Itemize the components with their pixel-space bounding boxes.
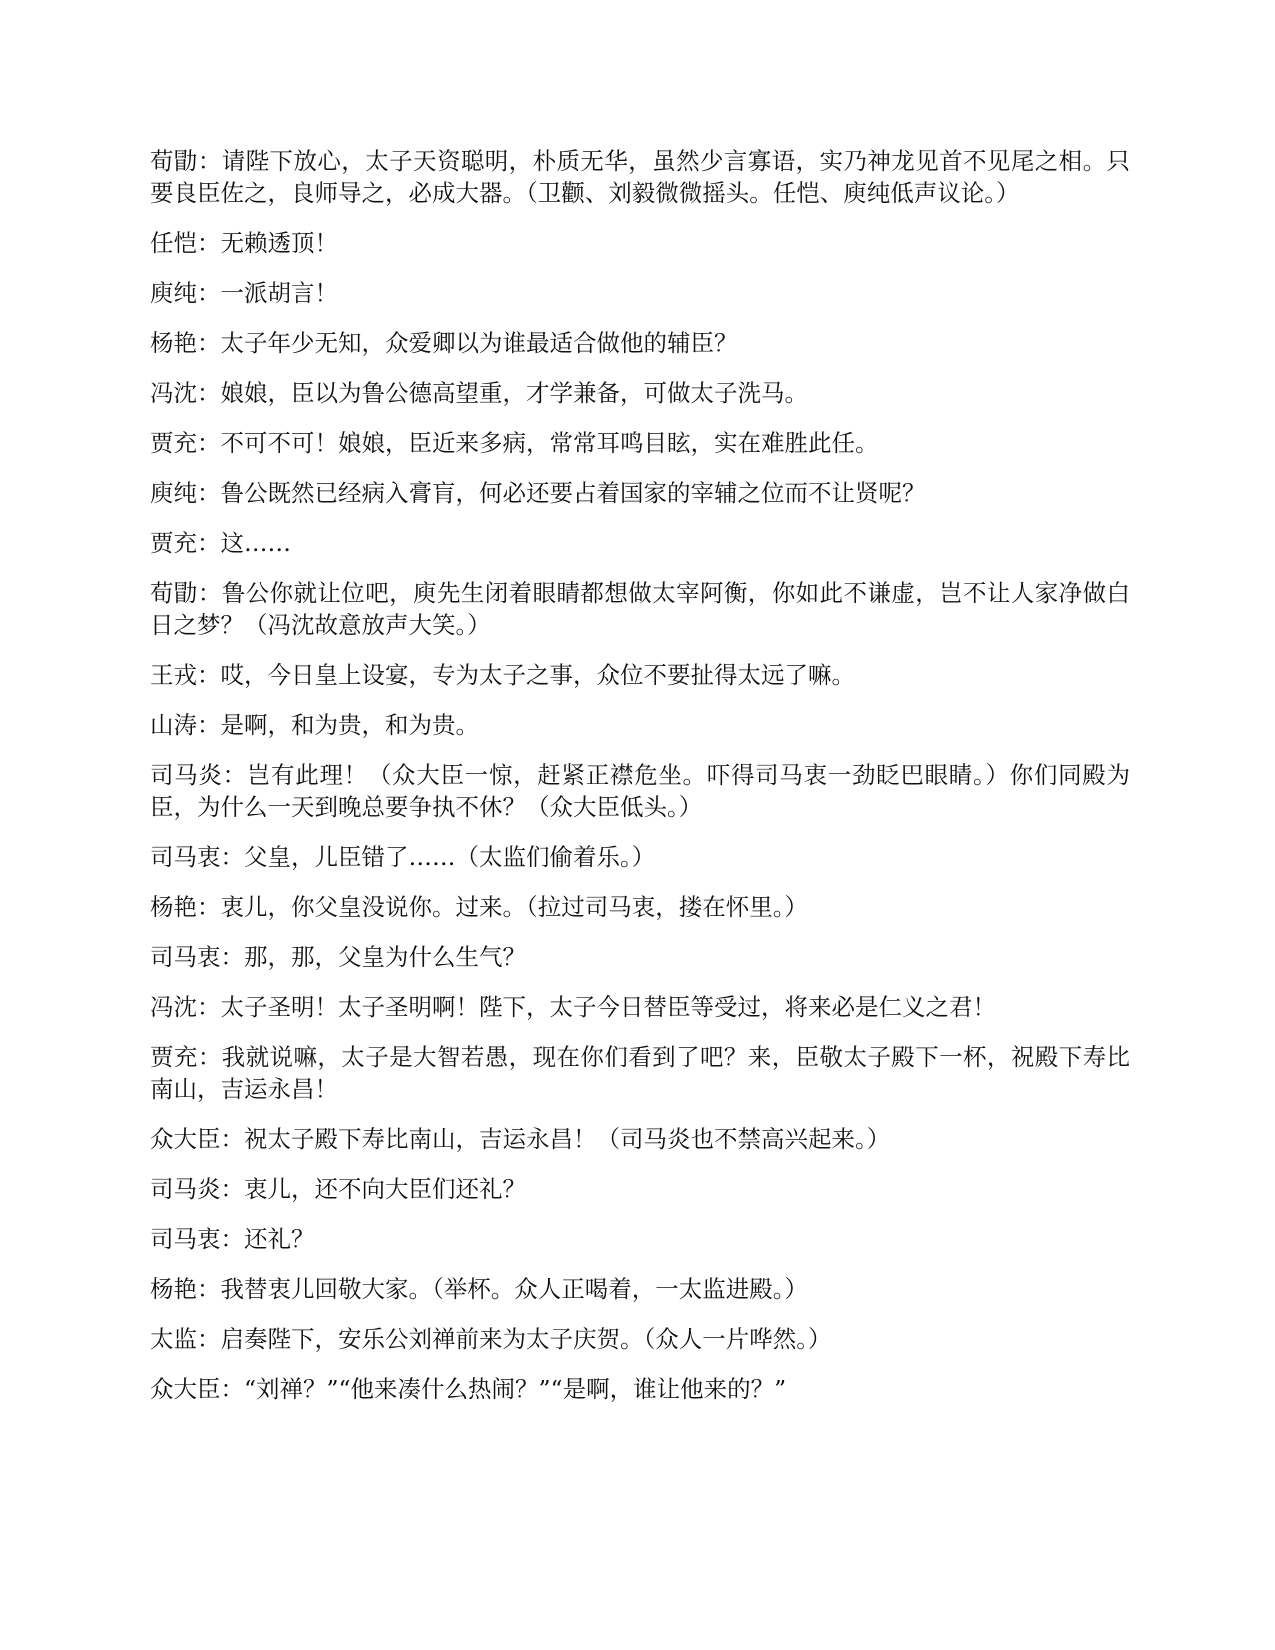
dialogue-line: 任恺：无赖透顶！ — [150, 229, 338, 257]
dialogue-line: 司马衷：父皇，儿臣错了……（太监们偷着乐。） — [150, 843, 656, 871]
script-page — [150, 145, 1130, 1423]
dialogue-line: 王戎：哎，今日皇上设宴，专为太子之事，众位不要扯得太远了嘛。 — [150, 661, 855, 689]
dialogue-line: 司马炎：岂有此理！（众大臣一惊，赶紧正襟危坐。吓得司马衷一劲眨巴眼睛。）你们同殿为臣，为什么一天到晚总要争执不休？（众大臣低头。） — [150, 761, 1130, 821]
dialogue-line: 众大臣：祝太子殿下寿比南山，吉运永昌！（司马炎也不禁高兴起来。） — [150, 1125, 891, 1153]
dialogue-line: 贾充：不可不可！娘娘，臣近来多病，常常耳鸣目眩，实在难胜此任。 — [150, 429, 879, 457]
dialogue-line: 司马衷：还礼？ — [150, 1225, 315, 1253]
dialogue-line: 贾充：这…… — [150, 529, 291, 557]
dialogue-line: 冯沈：娘娘，臣以为鲁公德高望重，才学兼备，可做太子洗马。 — [150, 379, 808, 407]
dialogue-line: 杨艳：太子年少无知，众爱卿以为谁最适合做他的辅臣？ — [150, 329, 738, 357]
dialogue-line: 众大臣：“刘禅？”“他来凑什么热闹？”“是啊，谁让他来的？” — [150, 1375, 787, 1403]
dialogue-line: 杨艳：衷儿，你父皇没说你。过来。（拉过司马衷，搂在怀里。） — [150, 893, 808, 921]
dialogue-line: 庾纯：一派胡言！ — [150, 279, 338, 307]
dialogue-line: 太监：启奏陛下，安乐公刘禅前来为太子庆贺。（众人一片哗然。） — [150, 1325, 832, 1353]
dialogue-line: 司马衷：那，那，父皇为什么生气？ — [150, 943, 526, 971]
dialogue-line: 荀勖：请陛下放心，太子天资聪明，朴质无华，虽然少言寡语，实乃神龙见首不见尾之相。只要良臣佐之，良师导之，必成大器。（卫颧、刘毅微微摇头。任恺、庾纯低声议论。） — [150, 147, 1130, 207]
dialogue-line: 荀勖：鲁公你就让位吧，庾先生闭着眼睛都想做太宰阿衡，你如此不谦虚，岂不让人家净做白日之梦？（冯沈故意放声大笑。） — [150, 579, 1130, 639]
dialogue-line: 贾充：我就说嘛，太子是大智若愚，现在你们看到了吧？来，臣敬太子殿下一杯，祝殿下寿比南山，吉运永昌！ — [150, 1043, 1130, 1103]
dialogue-line: 杨艳：我替衷儿回敬大家。（举杯。众人正喝着，一太监进殿。） — [150, 1275, 808, 1303]
dialogue-line: 庾纯：鲁公既然已经病入膏肓，何必还要占着国家的宰辅之位而不让贤呢？ — [150, 479, 926, 507]
dialogue-line: 司马炎：衷儿，还不向大臣们还礼？ — [150, 1175, 526, 1203]
dialogue-line: 冯沈：太子圣明！太子圣明啊！陛下，太子今日替臣等受过，将来必是仁义之君！ — [150, 993, 996, 1021]
dialogue-line: 山涛：是啊，和为贵，和为贵。 — [150, 711, 479, 739]
